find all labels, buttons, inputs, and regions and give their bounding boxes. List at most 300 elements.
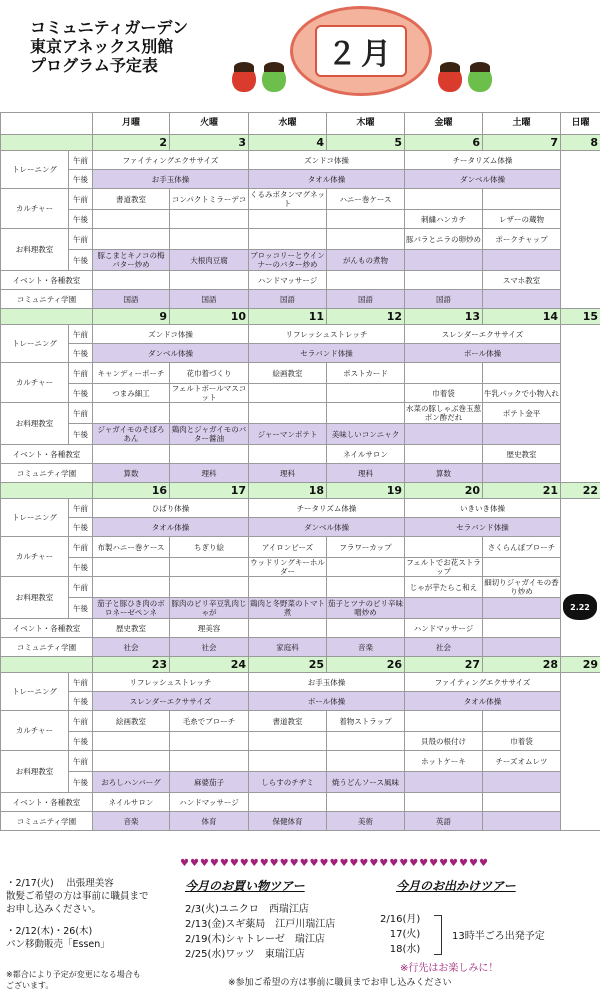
schedule-row-cooking-am	[1, 229, 600, 250]
time-label: 午前	[69, 711, 93, 732]
title-line-2: 東京アネックス別館	[30, 37, 174, 56]
category-label: イベント・各種教室	[1, 793, 93, 812]
activity-cell	[483, 464, 561, 483]
activity-cell: セラバンド体操	[249, 344, 405, 363]
activity-cell: ボール体操	[249, 692, 405, 711]
shopping-tour-list	[185, 902, 335, 962]
time-label: 午後	[69, 384, 93, 403]
activity-cell: 刺繍ハンカチ	[405, 210, 483, 229]
activity-cell: ファイティングエクササイズ	[405, 673, 561, 692]
schedule-row-event	[1, 445, 600, 464]
month-badge	[290, 6, 432, 96]
schedule-row-cooking-pm	[1, 598, 600, 619]
day-number: 20	[405, 483, 483, 499]
activity-cell	[249, 403, 327, 424]
bracket	[434, 915, 442, 955]
activity-cell: おろしハンバーグ	[93, 772, 170, 793]
schedule-row-culture-pm	[1, 384, 600, 403]
outing-date: 17(火)	[389, 929, 421, 940]
activity-cell	[249, 229, 327, 250]
activity-cell: ウッドリングキーホルダー	[250, 558, 325, 576]
time-label: 午後	[69, 210, 93, 229]
activity-cell: 家庭科	[249, 638, 327, 657]
activity-cell	[170, 229, 249, 250]
category-label: カルチャー	[1, 189, 69, 229]
time-label: 午前	[69, 229, 93, 250]
notice-line: ※都合により予定が変更になる場合も	[6, 970, 141, 979]
activity-cell	[327, 403, 405, 424]
activity-cell: タオル体操	[405, 692, 561, 711]
day-number: 28	[483, 657, 561, 673]
day-number: 10	[170, 309, 249, 325]
activity-cell: ズンドコ体操	[93, 325, 249, 344]
activity-cell	[405, 189, 483, 210]
activity-cell	[483, 812, 561, 831]
activity-cell: 豚バラとニラの卵炒め	[405, 229, 483, 250]
time-label: 午前	[69, 325, 93, 344]
activity-cell	[483, 772, 561, 793]
activity-cell: 体育	[170, 812, 249, 831]
activity-cell: 書道教室	[93, 189, 170, 210]
category-label: お料理教室	[1, 229, 69, 271]
activity-cell: 美術	[327, 812, 405, 831]
activity-cell: がんもの煮物	[327, 250, 405, 271]
day-number: 7	[483, 135, 561, 151]
category-label: イベント・各種教室	[1, 445, 93, 464]
schedule-table	[0, 112, 600, 831]
activity-cell	[249, 210, 327, 229]
schedule-row-training-pm	[1, 518, 600, 537]
time-label: 午後	[69, 772, 93, 793]
sunday-blank-cell	[561, 499, 600, 657]
title-line-1: コミュニティガーデン	[30, 18, 189, 37]
weekday-thu: 木曜	[327, 113, 405, 135]
schedule-row-event	[1, 793, 600, 812]
sunday-blank-cell	[561, 151, 600, 309]
activity-cell	[483, 638, 561, 657]
activity-cell	[405, 363, 483, 384]
day-number: 24	[170, 657, 249, 673]
activity-cell	[327, 558, 405, 577]
activity-cell: タオル体操	[93, 518, 249, 537]
activity-cell: 牛乳パックで小物入れ	[483, 384, 561, 403]
time-label: 午前	[69, 151, 93, 170]
activity-cell: 音楽	[327, 638, 405, 657]
activity-cell: 布製ハニー巻ケース	[93, 537, 170, 558]
activity-cell	[483, 619, 561, 638]
day-number: 15	[561, 309, 600, 325]
time-label: 午後	[69, 250, 93, 271]
weekday-wed: 水曜	[249, 113, 327, 135]
day-number: 27	[405, 657, 483, 673]
schedule-row-cooking-am	[1, 751, 600, 772]
activity-cell: キャンディーポーチ	[93, 363, 170, 384]
day-number: 12	[327, 309, 405, 325]
shopping-tour-item: 2/19(木)シャトレーゼ 瑞江店	[185, 934, 325, 945]
activity-cell: レザーの蔵物	[483, 210, 561, 229]
cat-icon	[563, 594, 597, 620]
activity-cell	[249, 793, 327, 812]
time-label: 午後	[69, 558, 93, 577]
time-label: 午前	[69, 577, 93, 598]
day-row-label	[1, 483, 93, 499]
outing-date: 18(水)	[389, 944, 421, 955]
activity-cell: 社会	[170, 638, 249, 657]
activity-cell: 細切りジャガイモの香り炒め	[484, 578, 559, 596]
outing-note: ※行先はお楽しみに！	[400, 963, 499, 974]
day-row-label	[1, 135, 93, 151]
notice-line: パン移動販売「Essen」	[6, 939, 110, 950]
activity-cell: ホットケーキ	[405, 751, 483, 772]
schedule-row-culture-pm	[1, 210, 600, 229]
activity-cell	[327, 229, 405, 250]
schedule-row-cooking-am	[1, 403, 600, 424]
schedule-row-culture-am	[1, 363, 600, 384]
activity-cell: つまみ細工	[93, 384, 170, 403]
activity-cell: 茄子と豚ひき肉のボロネーゼペンネ	[93, 598, 170, 619]
time-label: 午後	[69, 170, 93, 189]
category-label: トレーニング	[1, 151, 69, 189]
notice-bread	[6, 925, 176, 951]
activity-cell: 鶏肉とジャガイモのバター醤油	[170, 424, 249, 445]
activity-cell: 理科	[249, 464, 327, 483]
schedule-row-culture-am	[1, 537, 600, 558]
activity-cell: 国語	[327, 290, 405, 309]
activity-cell	[405, 772, 483, 793]
day-number: 9	[93, 309, 170, 325]
activity-cell: ネイルサロン	[327, 445, 405, 464]
day-number: 5	[327, 135, 405, 151]
day-number: 16	[93, 483, 170, 499]
activity-cell	[483, 189, 561, 210]
activity-cell: 英語	[405, 812, 483, 831]
schedule-row-training-am	[1, 499, 600, 518]
month-label: ２月	[315, 25, 407, 77]
activity-cell: 国語	[170, 290, 249, 309]
activity-cell: ダンベル体操	[249, 518, 405, 537]
activity-cell: スレンダーエクササイズ	[93, 692, 249, 711]
red-oni-icon	[232, 66, 256, 92]
activity-cell: さくらんぼブローチ	[483, 537, 561, 558]
activity-cell	[170, 732, 249, 751]
category-label: コミュニティ学園	[1, 638, 93, 657]
schedule-row-training-am	[1, 151, 600, 170]
day-number: 14	[483, 309, 561, 325]
schedule-row-cooking-am	[1, 577, 600, 598]
category-label: トレーニング	[1, 499, 69, 537]
schedule-row-cooking-pm	[1, 772, 600, 793]
activity-cell: 国語	[405, 290, 483, 309]
activity-cell	[93, 271, 170, 290]
schedule-row-event	[1, 271, 600, 290]
activity-cell	[483, 711, 561, 732]
activity-cell: ブロッコリーとウインナーのバター炒め	[250, 251, 325, 269]
activity-cell	[249, 384, 327, 403]
day-number-row	[1, 135, 600, 151]
day-number: 25	[249, 657, 327, 673]
activity-cell: フラワーカップ	[327, 537, 405, 558]
footer	[0, 855, 600, 999]
activity-cell	[93, 445, 170, 464]
activity-cell: しらすのチヂミ	[249, 772, 327, 793]
activity-cell: 社会	[93, 638, 170, 657]
activity-cell	[170, 577, 249, 598]
day-number: 19	[327, 483, 405, 499]
activity-cell	[483, 793, 561, 812]
schedule-row-community	[1, 464, 600, 483]
notice-change	[6, 969, 176, 991]
schedule-row-community	[1, 290, 600, 309]
activity-cell: コンパクトミラーデコ	[170, 189, 249, 210]
category-label: トレーニング	[1, 673, 69, 711]
activity-cell	[483, 558, 561, 577]
time-label: 午前	[69, 363, 93, 384]
activity-cell	[327, 384, 405, 403]
category-label: コミュニティ学園	[1, 812, 93, 831]
activity-cell: 算数	[405, 464, 483, 483]
activity-cell: 歴史教室	[93, 619, 170, 638]
activity-cell: お手玉体操	[93, 170, 249, 189]
activity-cell	[170, 271, 249, 290]
notice-barber	[6, 877, 176, 916]
shopping-tour-item: 2/3(火)ユニクロ 西瑞江店	[185, 904, 309, 915]
activity-cell	[170, 210, 249, 229]
activity-cell: じゃが芋たらこ和え	[405, 577, 483, 598]
activity-cell: 着物ストラップ	[327, 711, 405, 732]
activity-cell: ハンドマッサージ	[405, 619, 483, 638]
sunday-blank-cell	[561, 325, 600, 483]
activity-cell	[93, 577, 170, 598]
time-label: 午前	[69, 403, 93, 424]
shopping-tour-title: 今月のお買い物ツアー	[185, 879, 305, 893]
bottom-note: ※参加ご希望の方は事前に職員までお申し込みください	[228, 978, 452, 988]
notice-line: 散髪ご希望の方は事前に職員まで	[6, 891, 149, 902]
page-header	[0, 0, 600, 110]
schedule-row-training-pm	[1, 344, 600, 363]
activity-cell	[93, 751, 170, 772]
sunday-blank-cell	[561, 673, 600, 831]
activity-cell: 貝殻の根付け	[405, 732, 483, 751]
activity-cell: ひばり体操	[93, 499, 249, 518]
activity-cell	[249, 577, 327, 598]
activity-cell	[327, 619, 405, 638]
activity-cell: ハニー巻ケース	[327, 189, 405, 210]
category-label: コミュニティ学園	[1, 290, 93, 309]
activity-cell: ジャーマンポテト	[249, 424, 327, 445]
activity-cell: フェルトでお花ストラップ	[406, 558, 481, 576]
shopping-tour-item: 2/13(金)スギ薬局 江戸川瑞江店	[185, 919, 336, 930]
activity-cell: スマホ教室	[483, 271, 561, 290]
activity-cell	[405, 445, 483, 464]
day-number: 8	[561, 135, 600, 151]
category-label: トレーニング	[1, 325, 69, 363]
activity-cell: いきいき体操	[405, 499, 561, 518]
activity-cell	[483, 598, 561, 619]
activity-cell	[249, 445, 327, 464]
title-line-3: プログラム予定表	[30, 56, 158, 75]
category-label: コミュニティ学園	[1, 464, 93, 483]
activity-cell: 豚肉のピリ辛豆乳肉じゃが	[171, 599, 247, 617]
activity-cell: ちぎり絵	[170, 537, 249, 558]
schedule-row-cooking-pm	[1, 424, 600, 445]
category-label: カルチャー	[1, 711, 69, 751]
day-number: 23	[93, 657, 170, 673]
activity-cell	[327, 210, 405, 229]
schedule-row-culture-pm	[1, 732, 600, 751]
activity-cell	[93, 403, 170, 424]
activity-cell	[483, 424, 561, 445]
activity-cell	[405, 271, 483, 290]
activity-cell	[405, 424, 483, 445]
time-label: 午前	[69, 673, 93, 692]
activity-cell: ハンドマッサージ	[170, 793, 249, 812]
activity-cell: 国語	[93, 290, 170, 309]
activity-cell: チータリズム体操	[405, 151, 561, 170]
activity-cell	[249, 751, 327, 772]
activity-cell: リフレッシュストレッチ	[93, 673, 249, 692]
day-number: 17	[170, 483, 249, 499]
activity-cell: 豚こまとキノコの梅バター炒め	[93, 250, 170, 271]
activity-cell	[93, 558, 170, 577]
page-title	[30, 18, 188, 75]
category-label: イベント・各種教室	[1, 271, 93, 290]
day-number: 11	[249, 309, 327, 325]
activity-cell: チータリズム体操	[249, 499, 405, 518]
schedule-row-community	[1, 812, 600, 831]
activity-cell: フェルトボールマスコット	[170, 384, 249, 403]
schedule-row-culture-am	[1, 189, 600, 210]
weekday-sat: 土曜	[483, 113, 561, 135]
activity-cell: 理美容	[170, 619, 249, 638]
activity-cell: 算数	[93, 464, 170, 483]
category-label: カルチャー	[1, 363, 69, 403]
activity-cell: セラバンド体操	[405, 518, 561, 537]
schedule-row-training-am	[1, 673, 600, 692]
day-number: 3	[170, 135, 249, 151]
category-label: お料理教室	[1, 577, 69, 619]
day-number: 29	[561, 657, 600, 673]
day-number: 2	[93, 135, 170, 151]
time-label: 午後	[69, 344, 93, 363]
activity-cell	[93, 229, 170, 250]
day-number: 21	[483, 483, 561, 499]
activity-cell: 巾着袋	[405, 384, 483, 403]
category-label: お料理教室	[1, 751, 69, 793]
category-label: イベント・各種教室	[1, 619, 93, 638]
red-oni-icon	[438, 66, 462, 92]
activity-cell	[483, 290, 561, 309]
schedule-row-culture-am	[1, 711, 600, 732]
activity-cell: 焼うどんソース風味	[327, 772, 405, 793]
schedule-row-training-am	[1, 325, 600, 344]
activity-cell	[483, 363, 561, 384]
activity-cell: 歴史教室	[483, 445, 561, 464]
time-label: 午後	[69, 518, 93, 537]
activity-cell	[405, 793, 483, 812]
schedule-row-event	[1, 619, 600, 638]
activity-cell: スレンダーエクササイズ	[405, 325, 561, 344]
activity-cell: ポークチャップ	[483, 229, 561, 250]
activity-cell: 麻婆茄子	[170, 772, 249, 793]
weekday-mon: 月曜	[93, 113, 170, 135]
activity-cell: 保健体育	[249, 812, 327, 831]
weekday-tue: 火曜	[170, 113, 249, 135]
green-oni-icon	[262, 66, 286, 92]
notice-line: ・2/17(火) 出張理美容	[6, 878, 114, 889]
outing-date: 2/16(月)	[380, 914, 421, 925]
day-number: 6	[405, 135, 483, 151]
outing-dates	[380, 912, 420, 957]
cat-day-label: 2.22	[570, 602, 590, 612]
activity-cell: アイロンビーズ	[249, 537, 327, 558]
activity-cell: 鶏肉と冬野菜のトマト煮	[250, 599, 325, 617]
activity-cell: ダンベル体操	[405, 170, 561, 189]
activity-cell: 巾着袋	[483, 732, 561, 751]
activity-cell	[405, 250, 483, 271]
activity-cell	[483, 250, 561, 271]
activity-cell: ジャガイモのそぼろあん	[93, 424, 170, 445]
activity-cell: 理科	[170, 464, 249, 483]
outing-time: 13時半ごろ出発予定	[452, 931, 545, 942]
time-label: 午前	[69, 537, 93, 558]
schedule-row-community	[1, 638, 600, 657]
activity-cell: ハンドマッサージ	[249, 271, 327, 290]
green-oni-icon	[468, 66, 492, 92]
day-number: 26	[327, 657, 405, 673]
activity-cell: 大根肉豆腐	[170, 250, 249, 271]
notice-line: ございます。	[6, 981, 54, 990]
activity-cell: ネイルサロン	[93, 793, 170, 812]
day-number: 4	[249, 135, 327, 151]
activity-cell	[405, 598, 483, 619]
time-label: 午前	[69, 189, 93, 210]
activity-cell: くるみボタンマグネット	[250, 190, 325, 208]
activity-cell	[93, 732, 170, 751]
activity-cell	[170, 751, 249, 772]
activity-cell	[405, 711, 483, 732]
day-number: 18	[249, 483, 327, 499]
activity-cell: 絵画教室	[249, 363, 327, 384]
hearts-decoration: ♥♥♥♥♥♥♥♥♥♥♥♥♥♥♥♥♥♥♥♥♥♥♥♥♥♥♥♥♥♥♥	[180, 858, 489, 869]
activity-cell	[327, 577, 405, 598]
category-label: カルチャー	[1, 537, 69, 577]
activity-cell	[405, 537, 483, 558]
activity-cell: ダンベル体操	[93, 344, 249, 363]
activity-cell: ボール体操	[405, 344, 561, 363]
activity-cell: チーズオムレツ	[483, 751, 561, 772]
day-number-row	[1, 309, 600, 325]
activity-cell: タオル体操	[249, 170, 405, 189]
activity-cell: 絵画教室	[93, 711, 170, 732]
activity-cell	[93, 210, 170, 229]
activity-cell: 社会	[405, 638, 483, 657]
activity-cell: 国語	[249, 290, 327, 309]
activity-cell	[249, 732, 327, 751]
category-label: お料理教室	[1, 403, 69, 445]
activity-cell: 茄子とツナのピリ辛味噌炒め	[328, 599, 403, 617]
time-label: 午後	[69, 692, 93, 711]
schedule-row-training-pm	[1, 692, 600, 711]
activity-cell	[249, 619, 327, 638]
activity-cell	[327, 793, 405, 812]
activity-cell: 理科	[327, 464, 405, 483]
day-row-label	[1, 657, 93, 673]
activity-cell	[327, 732, 405, 751]
time-label: 午前	[69, 751, 93, 772]
activity-cell	[327, 271, 405, 290]
time-label: 午後	[69, 424, 93, 445]
day-row-label	[1, 309, 93, 325]
